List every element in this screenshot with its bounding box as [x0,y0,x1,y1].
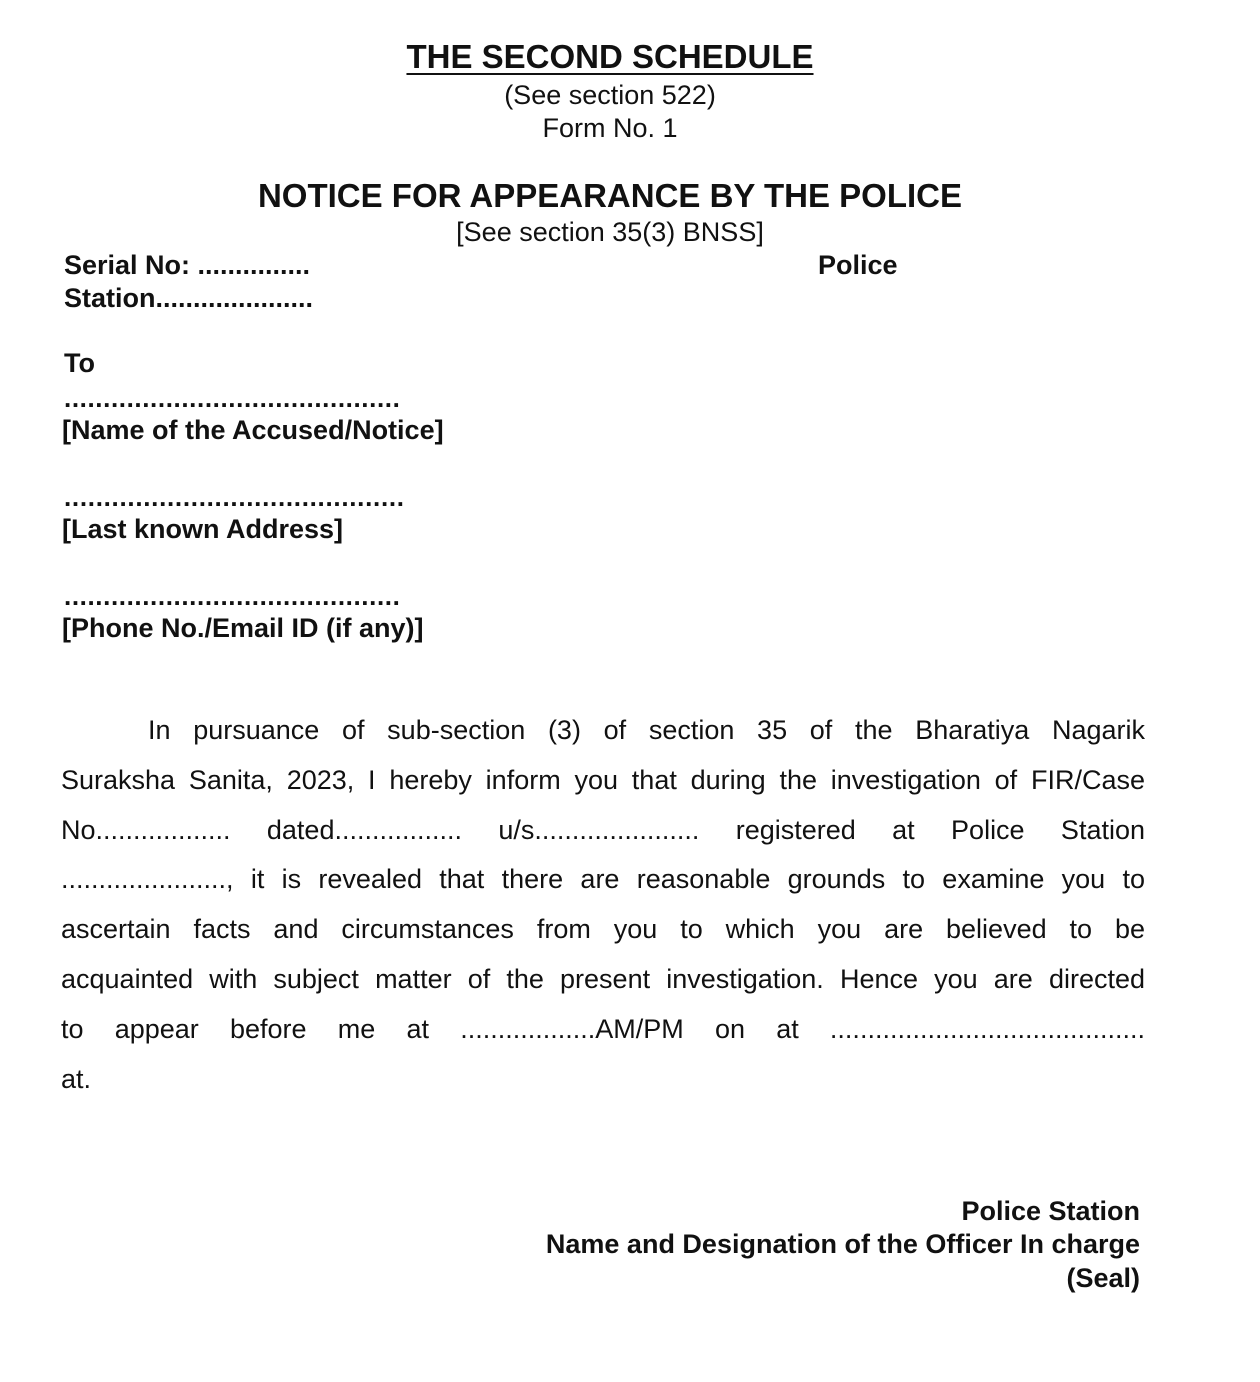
body-line: Suraksha Sanita, 2023, I hereby inform you that during the investigation of FIR/Case [61,764,1145,795]
address-blank: ........................................... [64,482,405,512]
schedule-title: THE SECOND SCHEDULE [406,38,814,75]
notice-body [61,706,1145,1104]
body-line: No.................. dated................. u/s...................... registered at Police Station [61,814,1145,845]
form-number: Form No. 1 [542,113,678,143]
phone-blank: ........................................... [64,581,401,611]
body-line: to appear before me at ..................AM/PM on at .......................................... [61,1013,1145,1044]
body-line: In pursuance of sub-section (3) of section 35 of the Bharatiya Nagarik [148,715,1145,745]
name-label: [Name of the Accused/Notice] [62,415,444,445]
phone-label: [Phone No./Email ID (if any)] [62,613,424,643]
body-line: acquainted with subject matter of the present investigation. Hence you are directed [61,963,1145,994]
notice-title: NOTICE FOR APPEARANCE BY THE POLICE [257,177,963,214]
station-field: Station..................... [64,283,314,313]
body-line: ascertain facts and circumstances from you to which you are believed to be [61,914,1145,945]
signature-seal: (Seal) [1066,1263,1140,1293]
serial-no-field: Serial No: ............... [64,250,311,280]
to-label: To [64,348,95,378]
body-line: ......................, it is revealed that there are reasonable grounds to examine you to [61,864,1145,895]
police-label: Police [818,250,898,280]
name-blank: ........................................... [64,383,401,413]
address-label: [Last known Address] [62,514,344,544]
signature-officer: Name and Designation of the Officer In charge [545,1229,1140,1259]
see-section: (See section 522) [504,80,716,110]
see-section-bnss: [See section 35(3) BNSS] [456,217,764,247]
signature-police-station: Police Station [961,1196,1140,1226]
body-line: at. [61,1063,92,1094]
